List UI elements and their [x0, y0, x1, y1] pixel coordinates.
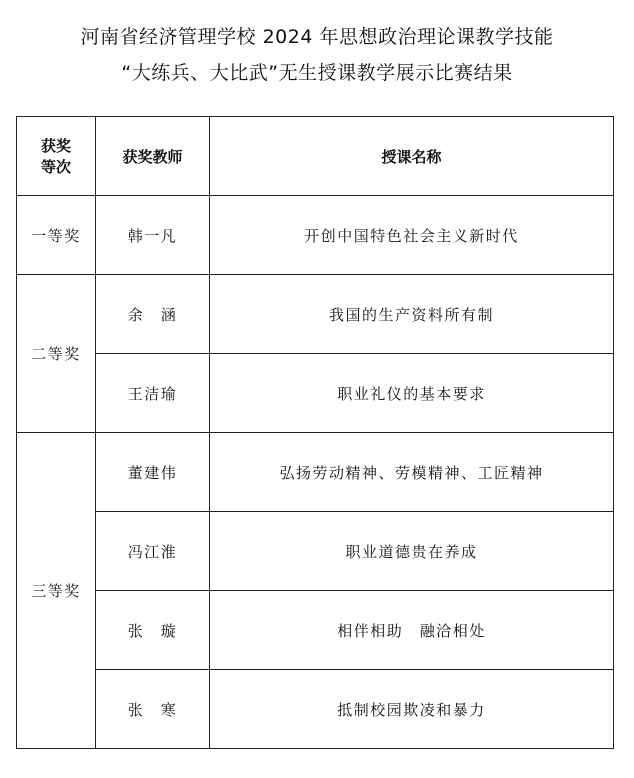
table-row [17, 354, 614, 433]
teacher-name: 余 涵 [96, 275, 210, 354]
header-award-level [17, 117, 96, 196]
results-table [16, 116, 614, 749]
teacher-name: 张 寒 [96, 670, 210, 749]
table-row [17, 196, 614, 275]
table-row [17, 275, 614, 354]
teacher-name: 韩一凡 [96, 196, 210, 275]
document-title-line-2: “大练兵、大比武”无生授课教学展示比赛结果 [121, 62, 513, 84]
document-title-line-1: 河南省经济管理学校 2024 年思想政治理论课教学技能 [80, 26, 554, 48]
table-row [17, 433, 614, 512]
course-title: 职业礼仪的基本要求 [210, 354, 614, 433]
course-title: 职业道德贵在养成 [210, 512, 614, 591]
award-level-second: 二等奖 [17, 275, 96, 433]
teacher-name: 张 璇 [96, 591, 210, 670]
course-title: 抵制校园欺凌和暴力 [210, 670, 614, 749]
award-level-third: 三等奖 [17, 433, 96, 749]
course-title: 相伴相助 融洽相处 [210, 591, 614, 670]
award-level-first: 一等奖 [17, 196, 96, 275]
header-teacher: 获奖教师 [96, 117, 210, 196]
table-header-row [17, 117, 614, 196]
header-course: 授课名称 [210, 117, 614, 196]
table-row [17, 670, 614, 749]
table-row [17, 512, 614, 591]
teacher-name: 王洁瑜 [96, 354, 210, 433]
teacher-name: 董建伟 [96, 433, 210, 512]
table-row [17, 591, 614, 670]
course-title: 弘扬劳动精神、劳模精神、工匠精神 [210, 433, 614, 512]
course-title: 开创中国特色社会主义新时代 [210, 196, 614, 275]
teacher-name: 冯江淮 [96, 512, 210, 591]
course-title: 我国的生产资料所有制 [210, 275, 614, 354]
header-award-level-line-1: 获奖 [40, 137, 71, 155]
header-award-level-line-2: 等次 [40, 158, 71, 176]
